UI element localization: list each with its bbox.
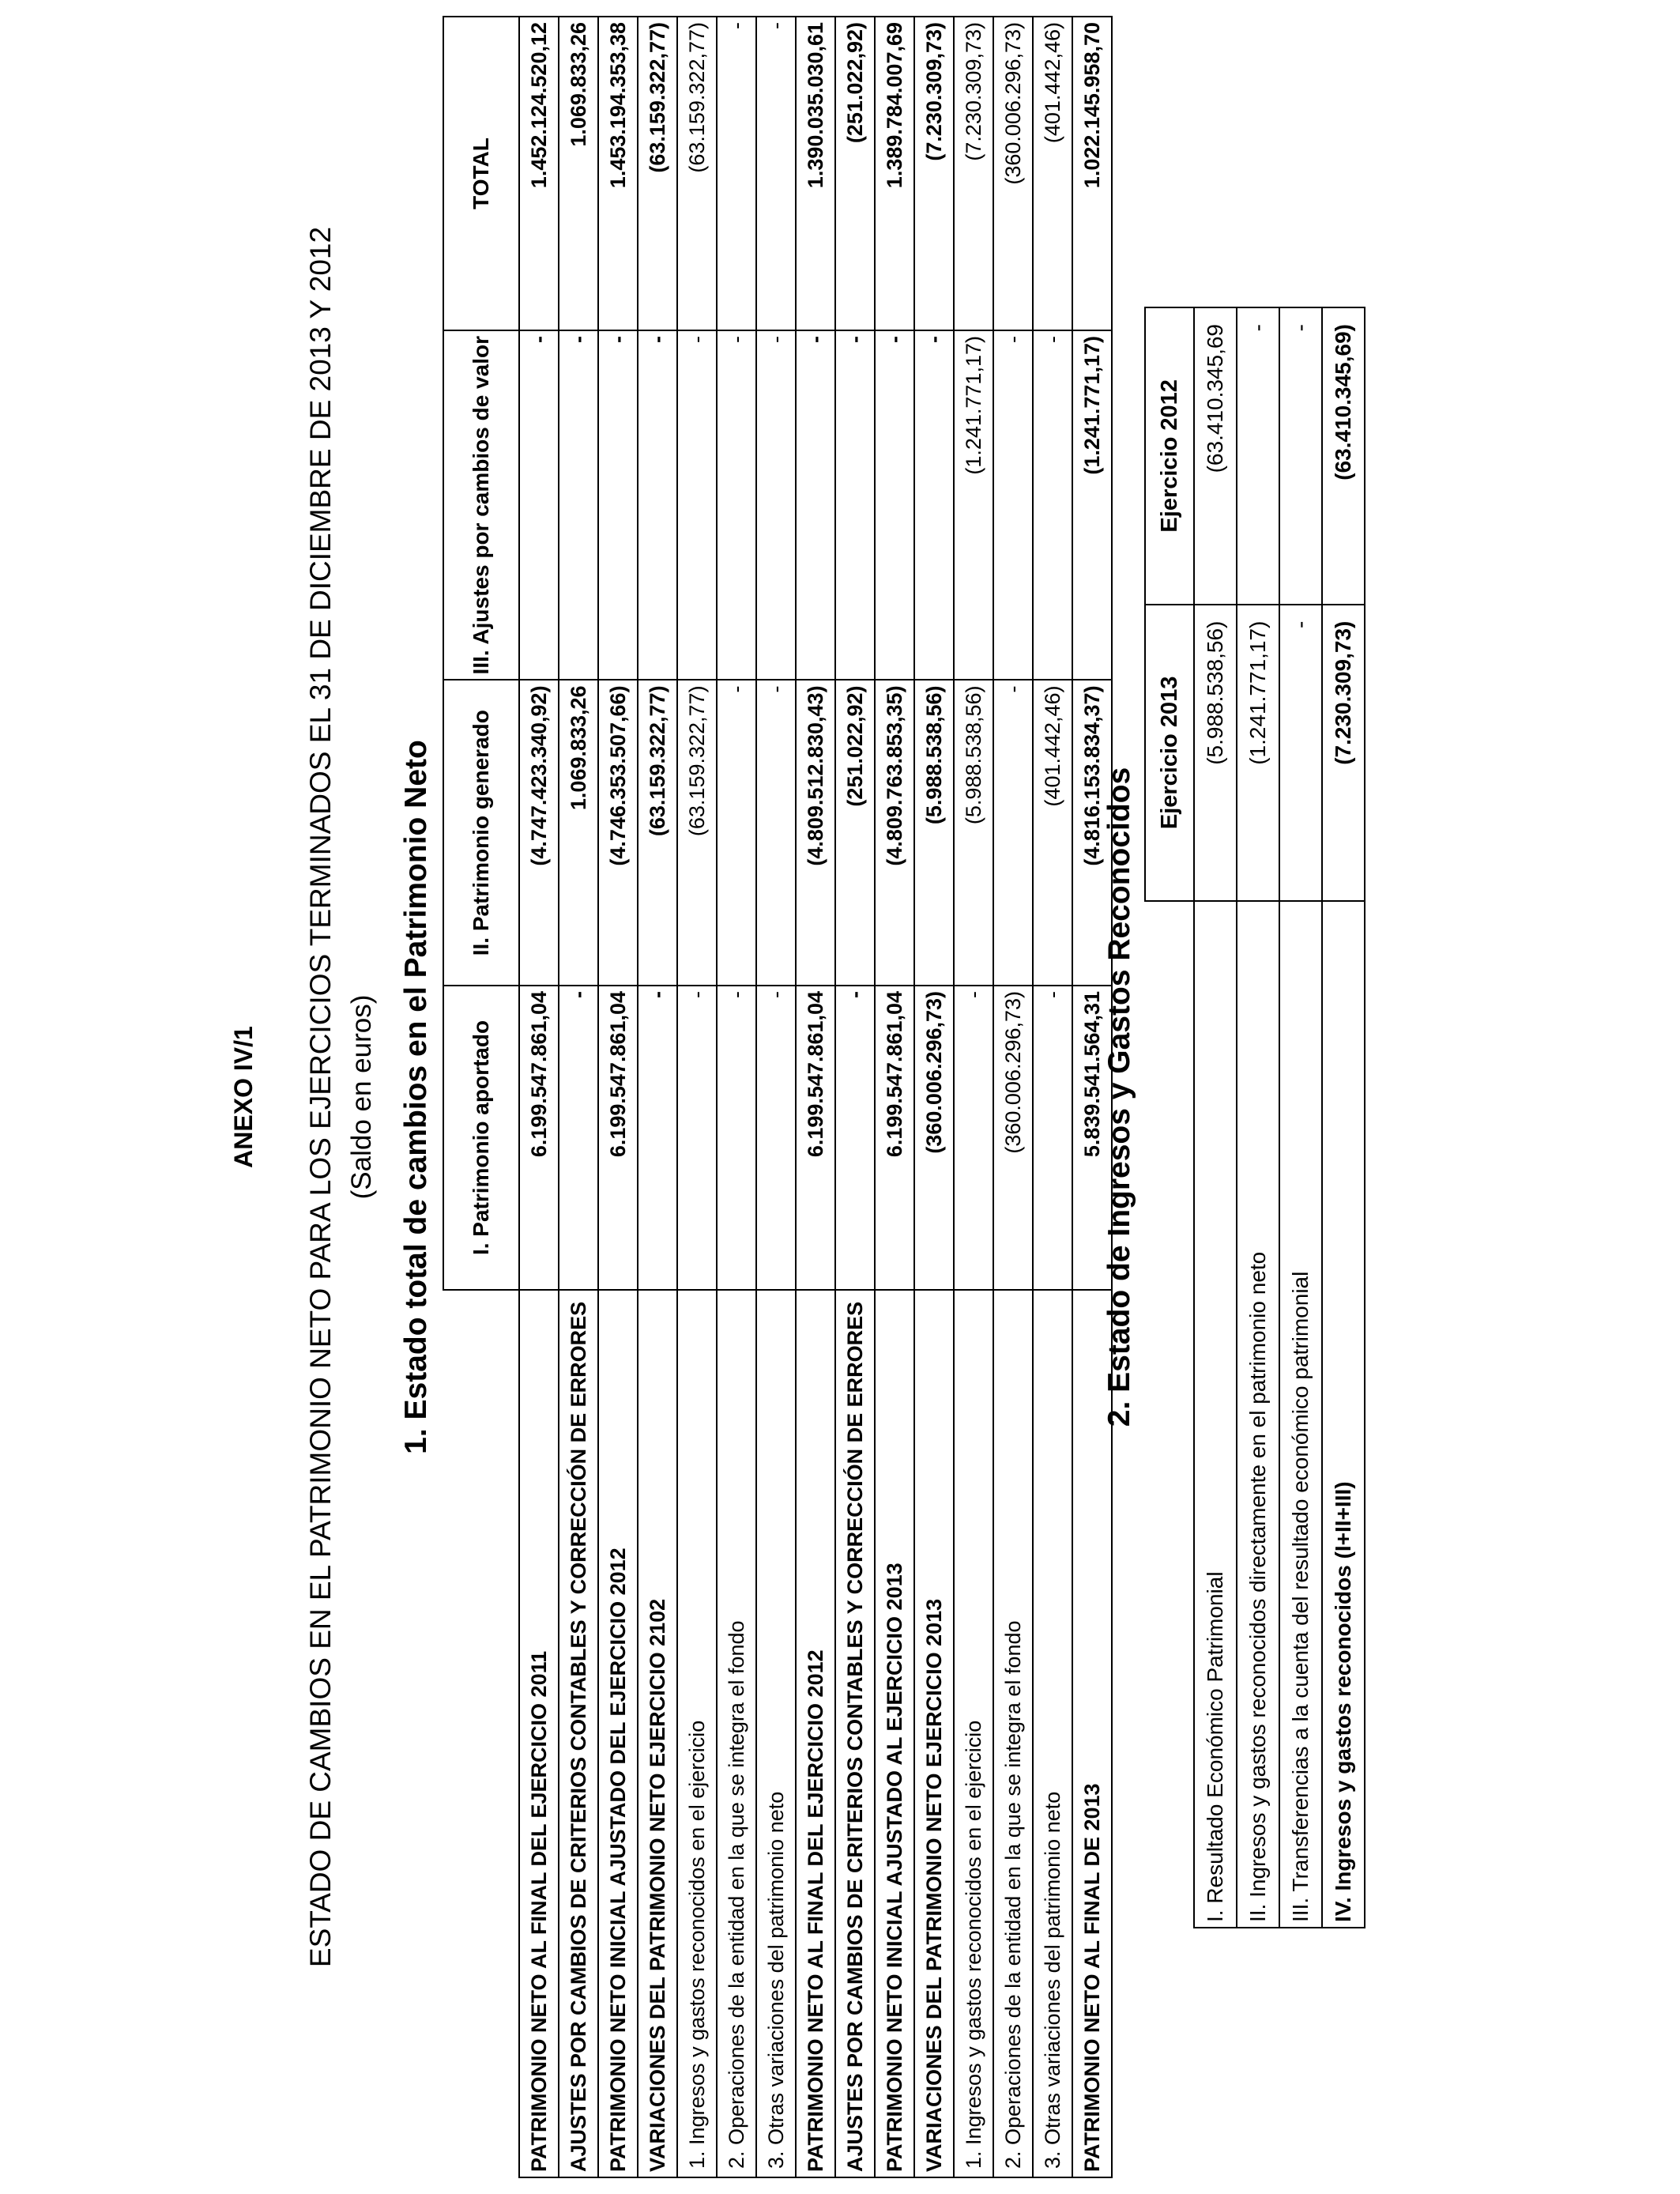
document-title: ESTADO DE CAMBIOS EN EL PATRIMONIO NETO PARA LOS EJERCICIOS TERMINADOS EL 31 DE DICIEMBRE DE 2013 Y 2012 xyxy=(304,226,337,1968)
cell-value: (1.241.771,17) xyxy=(1237,605,1279,902)
cell-value: 1.069.833,26 xyxy=(559,17,598,330)
col-header-patrimonio-generado: II. Patrimonio generado xyxy=(443,680,519,986)
table-row xyxy=(638,17,677,2177)
income-expense-table xyxy=(1144,307,1365,1928)
cell-value: - xyxy=(954,986,993,1290)
annex-title: ANEXO IV/1 xyxy=(229,1026,258,1168)
cell-value: (63.410.345,69) xyxy=(1322,307,1365,605)
table-row xyxy=(914,17,954,2177)
row-label: AJUSTES POR CAMBIOS DE CRITERIOS CONTABLES Y CORRECCIÓN DE ERRORES xyxy=(835,1290,875,2177)
cell-value: 1.453.194.353,38 xyxy=(598,17,638,330)
table2-title: 2. Estado de Ingresos y Gastos Reconocidos xyxy=(1102,767,1136,1427)
document-subtitle: (Saldo en euros) xyxy=(346,994,377,1200)
cell-value: 1.452.124.520,12 xyxy=(519,17,559,330)
cell-value: - xyxy=(1237,307,1279,605)
table-row xyxy=(875,17,914,2177)
cell-value: - xyxy=(638,986,677,1290)
cell-value: 1.069.833,26 xyxy=(559,680,598,986)
cell-value: 6.199.547.861,04 xyxy=(519,986,559,1290)
cell-value: (5.988.538,56) xyxy=(1194,605,1237,902)
table-row xyxy=(598,17,638,2177)
row-label: I. Resultado Económico Patrimonial xyxy=(1194,901,1237,1928)
row-label: PATRIMONIO NETO AL FINAL DE 2013 xyxy=(1072,1290,1112,2177)
cell-value: - xyxy=(519,330,559,680)
cell-value: - xyxy=(756,680,796,986)
cell-value: - xyxy=(993,680,1033,986)
table1-corner xyxy=(443,1290,519,2177)
cell-value: - xyxy=(756,986,796,1290)
table-row xyxy=(835,17,875,2177)
cell-value: (4.746.353.507,66) xyxy=(598,680,638,986)
cell-value: - xyxy=(717,330,756,680)
table-row xyxy=(1322,307,1365,1928)
row-label: 1. Ingresos y gastos reconocidos en el ejercicio xyxy=(954,1290,993,2177)
cell-value: (1.241.771,17) xyxy=(954,330,993,680)
row-label: PATRIMONIO NETO AL FINAL DEL EJERCICIO 2011 xyxy=(519,1290,559,2177)
cell-value: (5.988.538,56) xyxy=(954,680,993,986)
row-label: 2. Operaciones de la entidad en la que se integra el fondo xyxy=(993,1290,1033,2177)
cell-value: (360.006.296,73) xyxy=(914,986,954,1290)
cell-value: - xyxy=(717,680,756,986)
cell-value: (360.006.296,73) xyxy=(993,17,1033,330)
table2-header-row xyxy=(1145,307,1194,1928)
table-row xyxy=(1279,307,1322,1928)
table-row xyxy=(559,17,598,2177)
table2-corner xyxy=(1145,901,1194,1928)
table-row xyxy=(1237,307,1279,1928)
col-header-ajustes-valor: III. Ajustes por cambios de valor xyxy=(443,330,519,680)
row-label: 3. Otras variaciones del patrimonio neto xyxy=(756,1290,796,2177)
cell-value: (7.230.309,73) xyxy=(1322,605,1365,902)
cell-value: (4.747.423.340,92) xyxy=(519,680,559,986)
row-label: PATRIMONIO NETO AL FINAL DEL EJERCICIO 2012 xyxy=(796,1290,835,2177)
cell-value: 6.199.547.861,04 xyxy=(875,986,914,1290)
cell-value: (360.006.296,73) xyxy=(993,986,1033,1290)
cell-value: - xyxy=(835,330,875,680)
row-label: 1. Ingresos y gastos reconocidos en el ejercicio xyxy=(677,1290,717,2177)
table-row xyxy=(717,17,756,2177)
cell-value: 6.199.547.861,04 xyxy=(796,986,835,1290)
cell-value: (4.809.512.830,43) xyxy=(796,680,835,986)
cell-value: (1.241.771,17) xyxy=(1072,330,1112,680)
cell-value: - xyxy=(756,17,796,330)
cell-value: - xyxy=(677,986,717,1290)
table-row xyxy=(519,17,559,2177)
equity-changes-table xyxy=(443,16,1113,2178)
cell-value: - xyxy=(717,17,756,330)
cell-value: (251.022,92) xyxy=(835,17,875,330)
cell-value: (401.442,46) xyxy=(1033,17,1072,330)
row-label: PATRIMONIO NETO INICIAL AJUSTADO AL EJERCICIO 2013 xyxy=(875,1290,914,2177)
cell-value: (401.442,46) xyxy=(1033,680,1072,986)
cell-value: (251.022,92) xyxy=(835,680,875,986)
cell-value: - xyxy=(796,330,835,680)
row-label: AJUSTES POR CAMBIOS DE CRITERIOS CONTABLES Y CORRECCIÓN DE ERRORES xyxy=(559,1290,598,2177)
table-row xyxy=(677,17,717,2177)
cell-value: (63.159.322,77) xyxy=(677,17,717,330)
cell-value: (7.230.309,73) xyxy=(954,17,993,330)
table1-title: 1. Estado total de cambios en el Patrimonio Neto xyxy=(399,740,433,1454)
cell-value: 1.389.784.007,69 xyxy=(875,17,914,330)
cell-value: (4.816.153.834,37) xyxy=(1072,680,1112,986)
cell-value: (4.809.763.853,35) xyxy=(875,680,914,986)
row-label: IV. Ingresos y gastos reconocidos (I+II+III) xyxy=(1322,901,1365,1928)
table-row xyxy=(954,17,993,2177)
cell-value: - xyxy=(559,986,598,1290)
cell-value: (63.159.322,77) xyxy=(677,680,717,986)
col-header-ejercicio-2012: Ejercicio 2012 xyxy=(1145,307,1194,605)
cell-value: 1.022.145.958,70 xyxy=(1072,17,1112,330)
cell-value: - xyxy=(1033,986,1072,1290)
cell-value: - xyxy=(1279,307,1322,605)
col-header-total: TOTAL xyxy=(443,17,519,330)
table2-body xyxy=(1194,307,1365,1928)
row-label: III. Transferencias a la cuenta del resultado económico patrimonial xyxy=(1279,901,1322,1928)
cell-value: - xyxy=(1279,605,1322,902)
row-label: 2. Operaciones de la entidad en la que se integra el fondo xyxy=(717,1290,756,2177)
row-label: VARIACIONES DEL PATRIMONIO NETO EJERCICIO 2102 xyxy=(638,1290,677,2177)
cell-value: - xyxy=(638,330,677,680)
row-label: II. Ingresos y gastos reconocidos directamente en el patrimonio neto xyxy=(1237,901,1279,1928)
cell-value: - xyxy=(875,330,914,680)
cell-value: - xyxy=(677,330,717,680)
cell-value: - xyxy=(598,330,638,680)
cell-value: - xyxy=(756,330,796,680)
cell-value: - xyxy=(1033,330,1072,680)
table-row xyxy=(1033,17,1072,2177)
cell-value: (7.230.309,73) xyxy=(914,17,954,330)
cell-value: - xyxy=(835,986,875,1290)
table-row xyxy=(993,17,1033,2177)
cell-value: - xyxy=(559,330,598,680)
col-header-ejercicio-2013: Ejercicio 2013 xyxy=(1145,605,1194,902)
table1-body xyxy=(519,17,1112,2177)
cell-value: (63.159.322,77) xyxy=(638,680,677,986)
row-label: VARIACIONES DEL PATRIMONIO NETO EJERCICIO 2013 xyxy=(914,1290,954,2177)
cell-value: 6.199.547.861,04 xyxy=(598,986,638,1290)
cell-value: - xyxy=(717,986,756,1290)
table-row xyxy=(796,17,835,2177)
cell-value: (5.988.538,56) xyxy=(914,680,954,986)
row-label: 3. Otras variaciones del patrimonio neto xyxy=(1033,1290,1072,2177)
table-row xyxy=(756,17,796,2177)
table1-header-row xyxy=(443,17,519,2177)
col-header-patrimonio-aportado: I. Patrimonio aportado xyxy=(443,986,519,1290)
cell-value: - xyxy=(993,330,1033,680)
cell-value: (63.159.322,77) xyxy=(638,17,677,330)
cell-value: 1.390.035.030,61 xyxy=(796,17,835,330)
cell-value: (63.410.345,69 xyxy=(1194,307,1237,605)
cell-value: - xyxy=(914,330,954,680)
row-label: PATRIMONIO NETO INICIAL AJUSTADO DEL EJERCICIO 2012 xyxy=(598,1290,638,2177)
cell-value: 5.839.541.564,31 xyxy=(1072,986,1112,1290)
table-row xyxy=(1194,307,1237,1928)
